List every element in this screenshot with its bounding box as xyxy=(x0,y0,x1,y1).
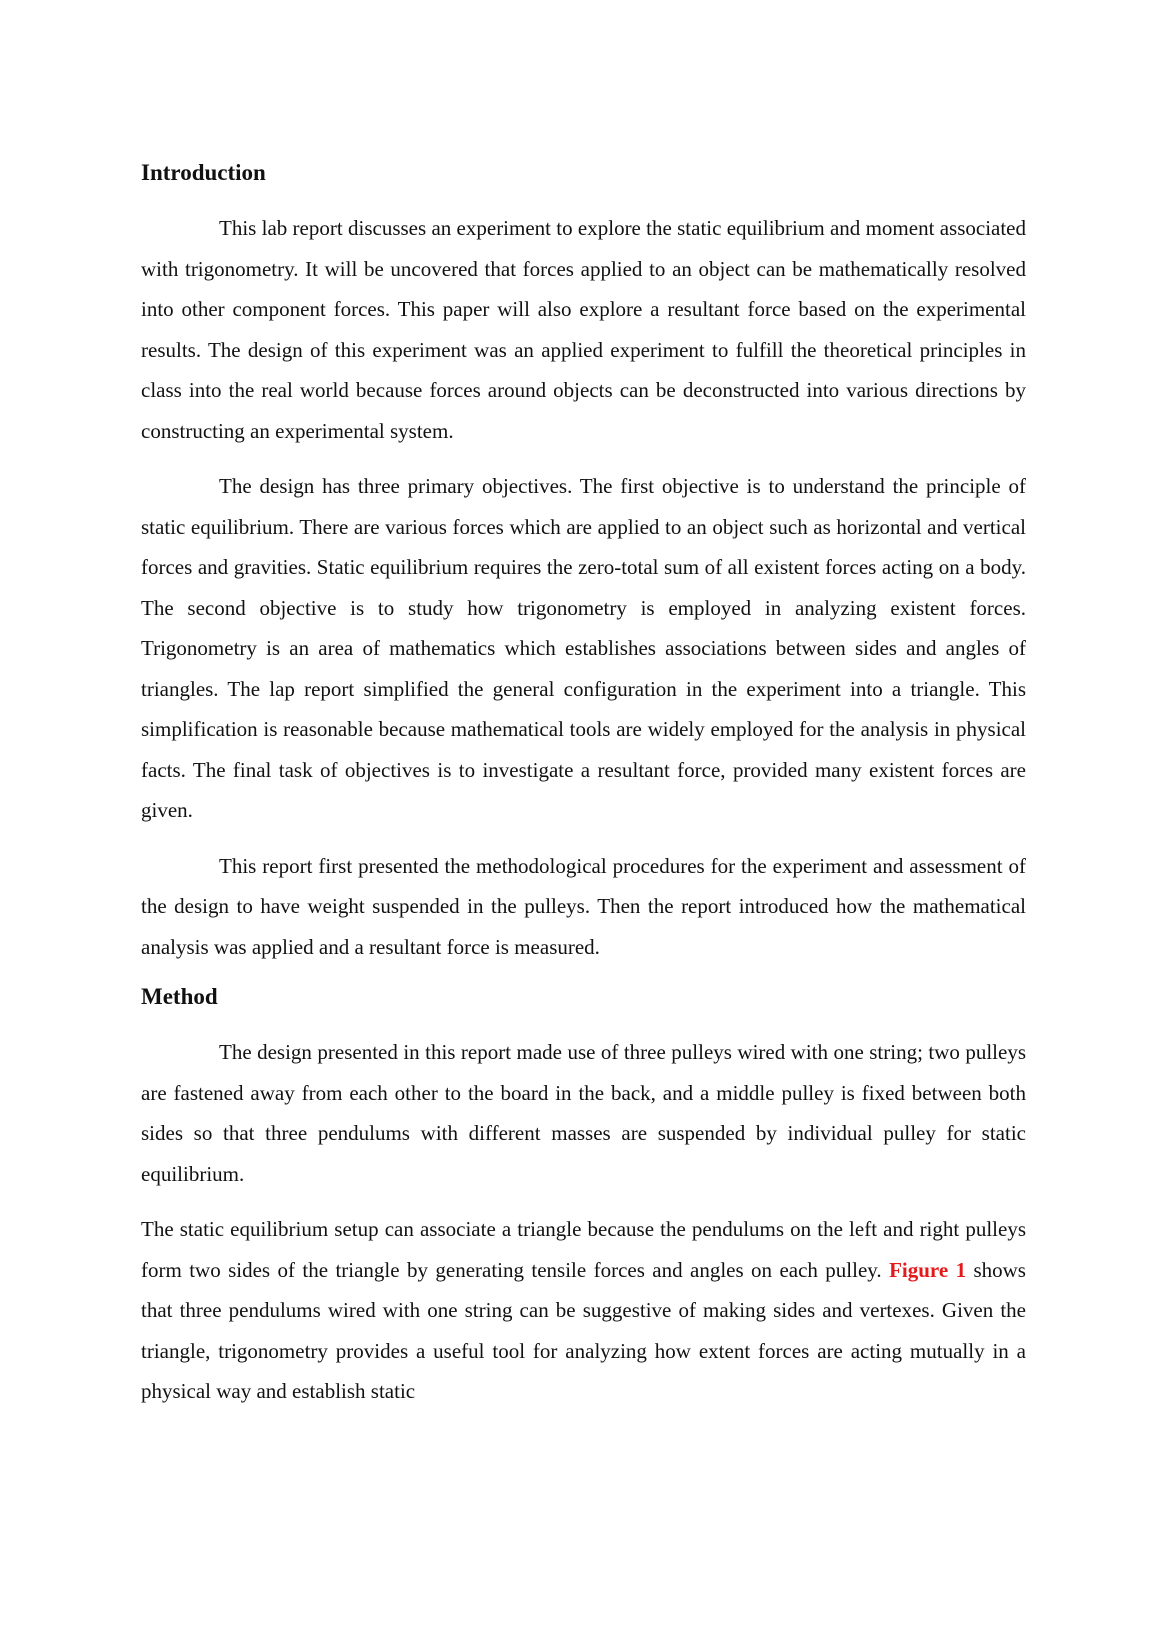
method-paragraph-2-start: The static equilibrium setup can associate a triangle because the pendulums on the left and right pulleys form two sides of the triangle by generating tensile forces and angles on each pulley. xyxy=(141,1217,1026,1282)
introduction-heading: Introduction xyxy=(141,160,266,185)
method-heading: Method xyxy=(141,984,218,1009)
introduction-paragraph-3: This report first presented the methodological procedures for the experiment and assessment of the design to have weight suspended in the pulleys. Then the report introduced how the mathematical analysis was applied and a resultant force is measured. xyxy=(141,853,1026,959)
method-paragraph-1: The design presented in this report made use of three pulleys wired with one string; two pulleys are fastened away from each other to the board in the back, and a middle pulley is fixed between both sides so that three pendulums with different masses are suspended by individual pulley for static equilibrium. xyxy=(141,1040,1026,1186)
introduction-paragraph-2: The design has three primary objectives. The first objective is to understand the principle of static equilibrium. There are various forces which are applied to an object such as horizontal and vertical forces and gravities. Static equilibrium requires the zero-total sum of all existent forces acting on a body. The second objective is to study how trigonometry is employed in analyzing existent forces. Trigonometry is an area of mathematics which establishes associations between sides and angles of triangles. The lap report simplified the general configuration in the experiment into a triangle. This simplification is reasonable because mathematical tools are widely employed for the analysis in physical facts. The final task of objectives is to investigate a resultant force, provided many existent forces are given. xyxy=(141,474,1026,822)
figure-1-link[interactable]: Figure 1 xyxy=(889,1257,967,1282)
method-paragraph-2 xyxy=(141,1209,1026,1412)
introduction-paragraph-1: This lab report discusses an experiment to explore the static equilibrium and moment associated with trigonometry. It will be uncovered that forces applied to an object can be mathematically resolved into other component forces. This paper will also explore a resultant force based on the experimental results. The design of this experiment was an applied experiment to fulfill the theoretical principles in class into the real world because forces around objects can be deconstructed into various directions by constructing an experimental system. xyxy=(141,216,1026,443)
document-page xyxy=(141,158,1026,1427)
method-paragraph-2-end: shows that three pendulums wired with one string can be suggestive of making sides and vertexes. Given the triangle, trigonometry provides a useful tool for analyzing how extent forces are acting mutually in a physical way and establish static xyxy=(141,1257,1026,1403)
